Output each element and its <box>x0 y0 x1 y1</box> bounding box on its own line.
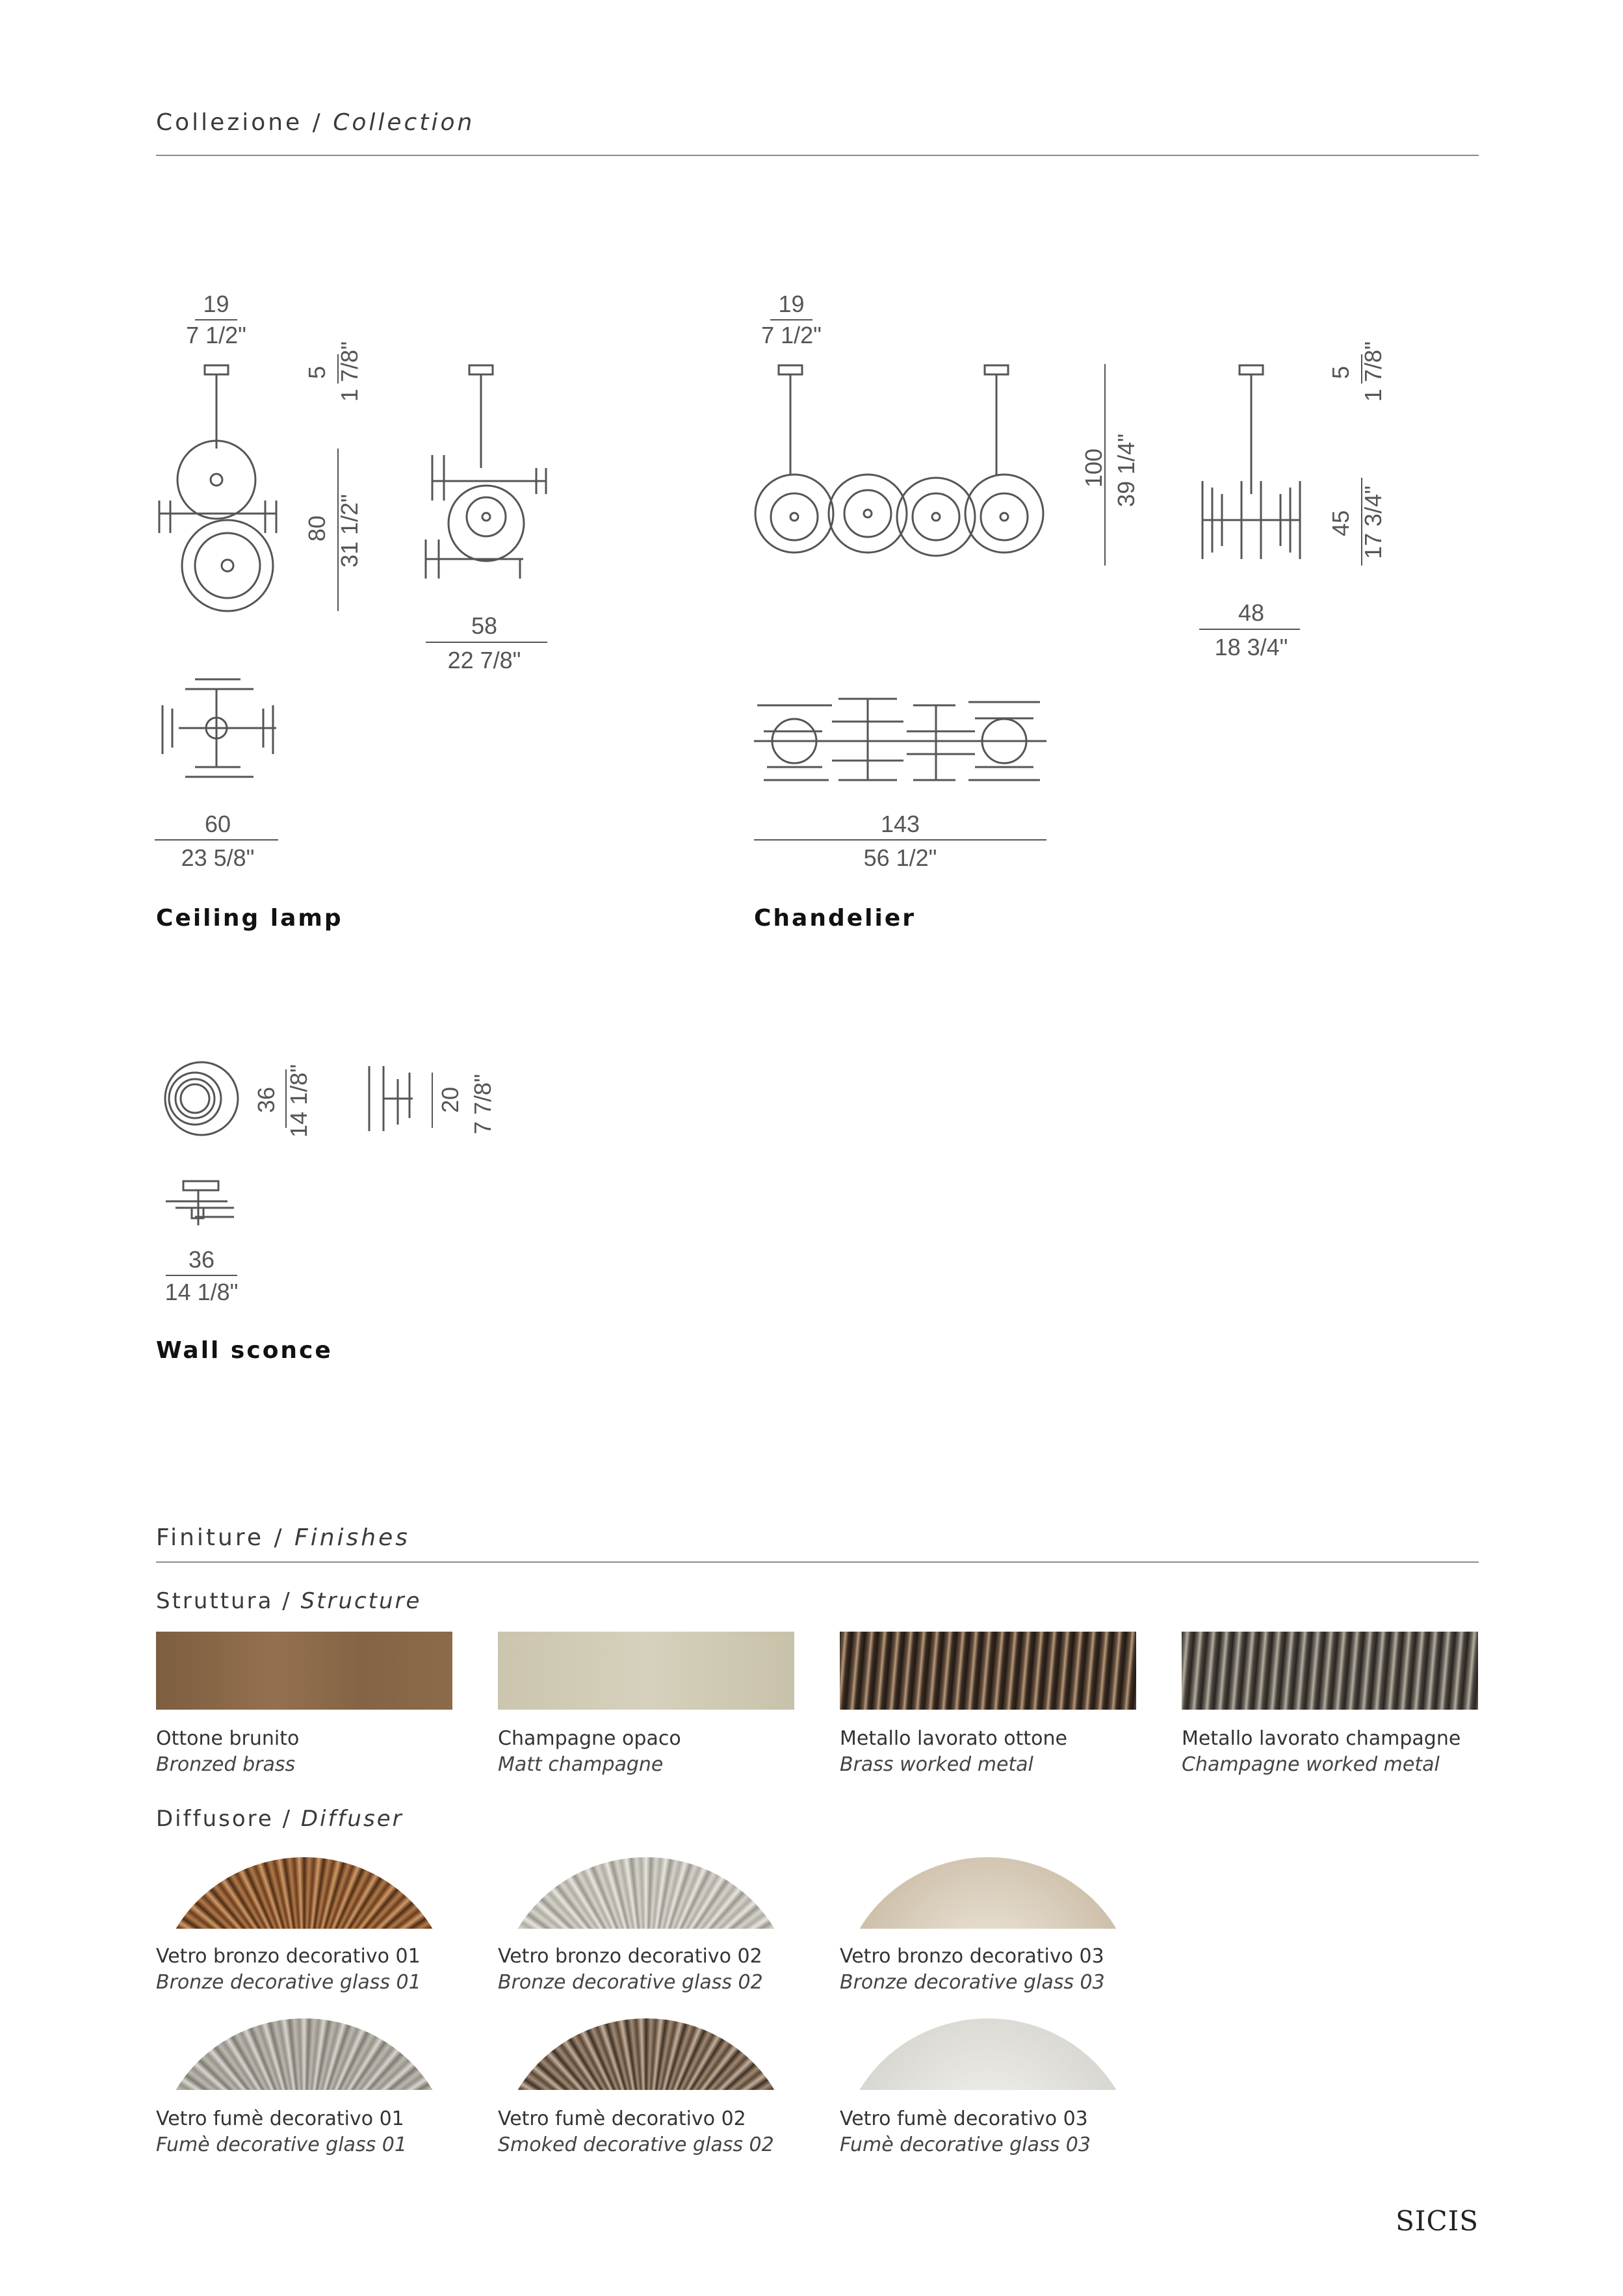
chandelier-side-view <box>1199 354 1362 629</box>
finish-diffuser-2: Vetro bronzo decorativo 02 Bronze decorative glass 02 <box>498 1945 763 1994</box>
sconce-depth-in: 7 7/8" <box>469 1074 496 1134</box>
glass-bronze-01 <box>156 1857 452 1929</box>
chandelier-label: Chandelier <box>754 905 916 932</box>
ceiling-canopy-in: 1 7/8" <box>336 341 363 402</box>
chandelier-canopy-in: 1 7/8" <box>1360 341 1386 402</box>
ceiling-width-in: 22 7/8" <box>447 647 521 673</box>
finish-diffuser-4: Vetro fumè decorativo 01 Fumè decorative glass 01 <box>156 2107 407 2156</box>
ceiling-lamp-label: Ceiling lamp <box>156 905 343 932</box>
glass-bronze-02 <box>498 1857 794 1929</box>
collection-title-en: Collection <box>333 109 475 136</box>
chandelier-height-in: 39 1/4" <box>1113 434 1139 507</box>
diffuser-header: Diffusore / Diffuser <box>156 1806 404 1832</box>
chandelier-body-in: 17 3/4" <box>1360 486 1386 559</box>
finish-structure-2: Champagne opaco Matt champagne <box>498 1727 681 1776</box>
glass-fume-01 <box>156 2018 452 2090</box>
finish-structure-3: Metallo lavorato ottone Brass worked metal <box>840 1727 1067 1776</box>
finish-structure-4: Metallo lavorato champagne Champagne worked metal <box>1182 1727 1461 1776</box>
sconce-depth-cm: 20 <box>437 1086 463 1113</box>
wall-sconce-label: Wall sconce <box>156 1337 333 1364</box>
chandelier-side-in: 18 3/4" <box>1214 634 1288 660</box>
finish-diffuser-5: Vetro fumè decorativo 02 Smoked decorative glass 02 <box>498 2107 774 2156</box>
ceiling-plan-in: 23 5/8" <box>181 844 255 871</box>
ceiling-width-cm: 58 <box>471 612 498 639</box>
chandelier-top-width-cm: 19 <box>778 291 805 317</box>
ceiling-plan-cm: 60 <box>204 811 231 837</box>
collection-title-it: Collezione <box>156 109 303 136</box>
glass-fume-03 <box>840 2018 1136 2090</box>
ceiling-top-width-in: 7 1/2" <box>186 322 246 348</box>
ceiling-lamp-side-view <box>426 365 547 642</box>
finish-diffuser-1: Vetro bronzo decorativo 01 Bronze decorative glass 01 <box>156 1945 421 1994</box>
brand-logo: SICIS <box>1396 2205 1479 2237</box>
wall-sconce-side-view <box>369 1066 432 1131</box>
sconce-diam-cm: 36 <box>253 1086 279 1113</box>
glass-bronze-03 <box>840 1857 1136 1929</box>
ceiling-top-width-cm: 19 <box>203 291 229 317</box>
ceiling-height-in: 31 1/2" <box>336 494 363 567</box>
ceiling-lamp-front-view <box>159 320 338 611</box>
swatch-brass-worked-metal <box>840 1632 1136 1710</box>
chandelier-side-cm: 48 <box>1238 599 1265 626</box>
ceiling-canopy-cm: 5 <box>304 365 330 379</box>
finish-diffuser-6: Vetro fumè decorativo 03 Fumè decorative glass 03 <box>840 2107 1091 2156</box>
chandelier-length-cm: 143 <box>880 811 920 837</box>
swatch-champagne-worked-metal <box>1182 1632 1478 1710</box>
glass-fume-02 <box>498 2018 794 2090</box>
sconce-diam-in: 14 1/8" <box>285 1064 312 1138</box>
swatch-bronzed-brass <box>156 1632 452 1710</box>
chandelier-canopy-cm: 5 <box>1327 365 1354 379</box>
finish-diffuser-3: Vetro bronzo decorativo 03 Bronze decorative glass 03 <box>840 1945 1105 1994</box>
structure-header: Struttura / Structure <box>156 1588 422 1614</box>
ceiling-height-cm: 80 <box>304 515 330 541</box>
chandelier-length-in: 56 1/2" <box>863 844 937 871</box>
chandelier-height-cm: 100 <box>1080 448 1107 488</box>
sconce-width-cm: 36 <box>188 1246 215 1273</box>
chandelier-front-view <box>755 320 1105 566</box>
chandelier-top-width-in: 7 1/2" <box>761 322 822 348</box>
swatch-matt-champagne <box>498 1632 794 1710</box>
sconce-width-in: 14 1/8" <box>164 1279 239 1305</box>
finishes-header: Finiture / Finishes <box>156 1524 411 1551</box>
collection-header: Collezione / Collection <box>156 109 475 136</box>
finish-structure-1: Ottone brunito Bronzed brass <box>156 1727 300 1776</box>
chandelier-body-cm: 45 <box>1327 510 1354 536</box>
finishes-divider <box>156 1561 1479 1563</box>
